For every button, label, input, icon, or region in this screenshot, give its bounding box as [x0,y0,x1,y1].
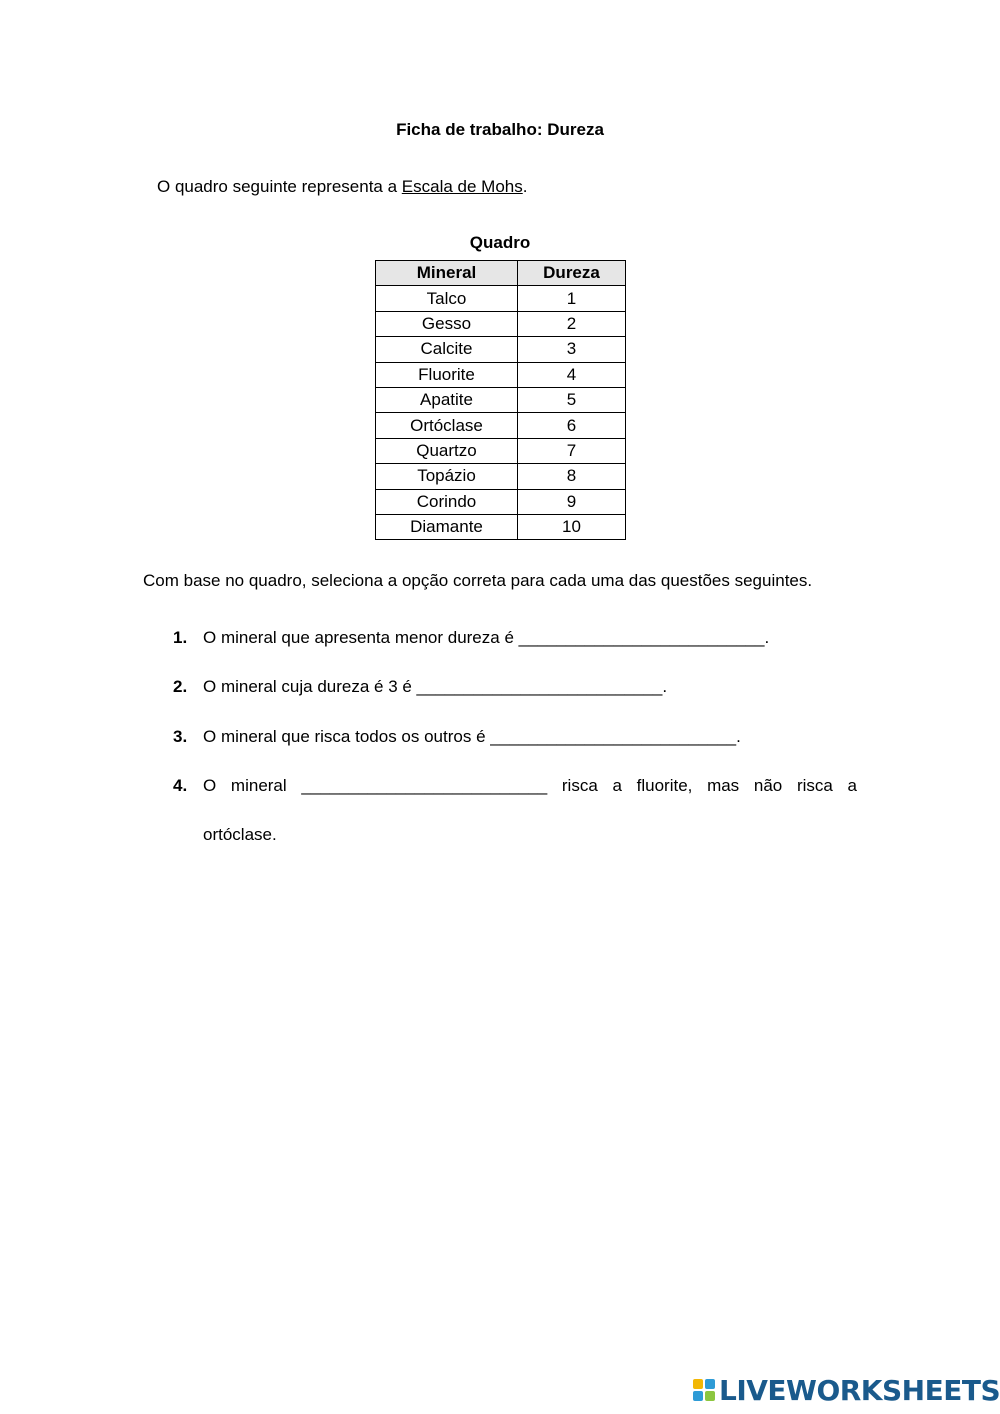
word: risca [796,776,833,795]
dureza-cell: 9 [518,489,626,514]
mineral-cell: Calcite [376,337,518,362]
answer-blank: __________________________ [301,776,548,795]
intro-text: O quadro seguinte representa a [157,177,402,196]
mineral-cell: Quartzo [376,438,518,463]
mineral-cell: Corindo [376,489,518,514]
dureza-cell: 7 [518,438,626,463]
word: risca [561,776,598,795]
table-caption: Quadro [469,233,531,252]
word: a [612,776,622,795]
table-row [376,489,626,514]
table-body [376,286,626,540]
mineral-cell: Topázio [376,464,518,489]
intro-period: . [522,177,528,196]
dureza-cell: 1 [518,286,626,311]
word: fluorite, [636,776,693,795]
logo-square [705,1391,715,1401]
column-header-dureza: Dureza [518,261,626,286]
question-number: 4. [173,776,188,795]
question-number: 3. [173,727,188,746]
mineral-cell: Apatite [376,387,518,412]
instruction-text: Com base no quadro, seleciona a opção correta para cada uma das questões seguintes. [143,571,813,590]
question-4-line-2: ortóclase. [203,825,277,844]
mineral-cell: Ortóclase [376,413,518,438]
table-row [376,311,626,336]
word: mineral [230,776,287,795]
logo-square [705,1379,715,1389]
dureza-cell: 10 [518,514,626,539]
dureza-cell: 6 [518,413,626,438]
dureza-cell: 8 [518,464,626,489]
logo-text: LIVEWORKSHEETS [719,1373,1000,1407]
mineral-cell: Talco [376,286,518,311]
column-header-mineral: Mineral [376,261,518,286]
question-text: O mineral que apresenta menor dureza é __________________________. [203,628,770,647]
intro-paragraph [157,177,527,197]
question-text: O mineral que risca todos os outros é __________________________. [203,727,741,746]
logo-mark-icon [693,1379,715,1401]
table-row [376,337,626,362]
dureza-cell: 4 [518,362,626,387]
page-title: Ficha de trabalho: Dureza [396,120,604,139]
word: mas [707,776,740,795]
question-number: 2. [173,677,188,696]
question-number: 1. [173,628,188,647]
table-row [376,286,626,311]
logo-square [693,1391,703,1401]
table-row [376,413,626,438]
dureza-cell: 3 [518,337,626,362]
question-4-line-1 [203,776,857,796]
question-text: O mineral cuja dureza é 3 é __________________________. [203,677,668,696]
word: O [203,776,217,795]
logo-square [693,1379,703,1389]
mineral-cell: Diamante [376,514,518,539]
mineral-cell: Gesso [376,311,518,336]
word: não [753,776,783,795]
mohs-table [375,260,626,540]
mineral-cell: Fluorite [376,362,518,387]
table-row [376,362,626,387]
escala-de-mohs-link[interactable]: Escala de Mohs [401,177,523,196]
dureza-cell: 2 [518,311,626,336]
table-row [376,464,626,489]
dureza-cell: 5 [518,387,626,412]
table-row [376,438,626,463]
word: a [847,776,857,795]
table-row [376,387,626,412]
table-header-row [376,261,626,286]
liveworksheets-logo [693,1374,1000,1406]
table-row [376,514,626,539]
